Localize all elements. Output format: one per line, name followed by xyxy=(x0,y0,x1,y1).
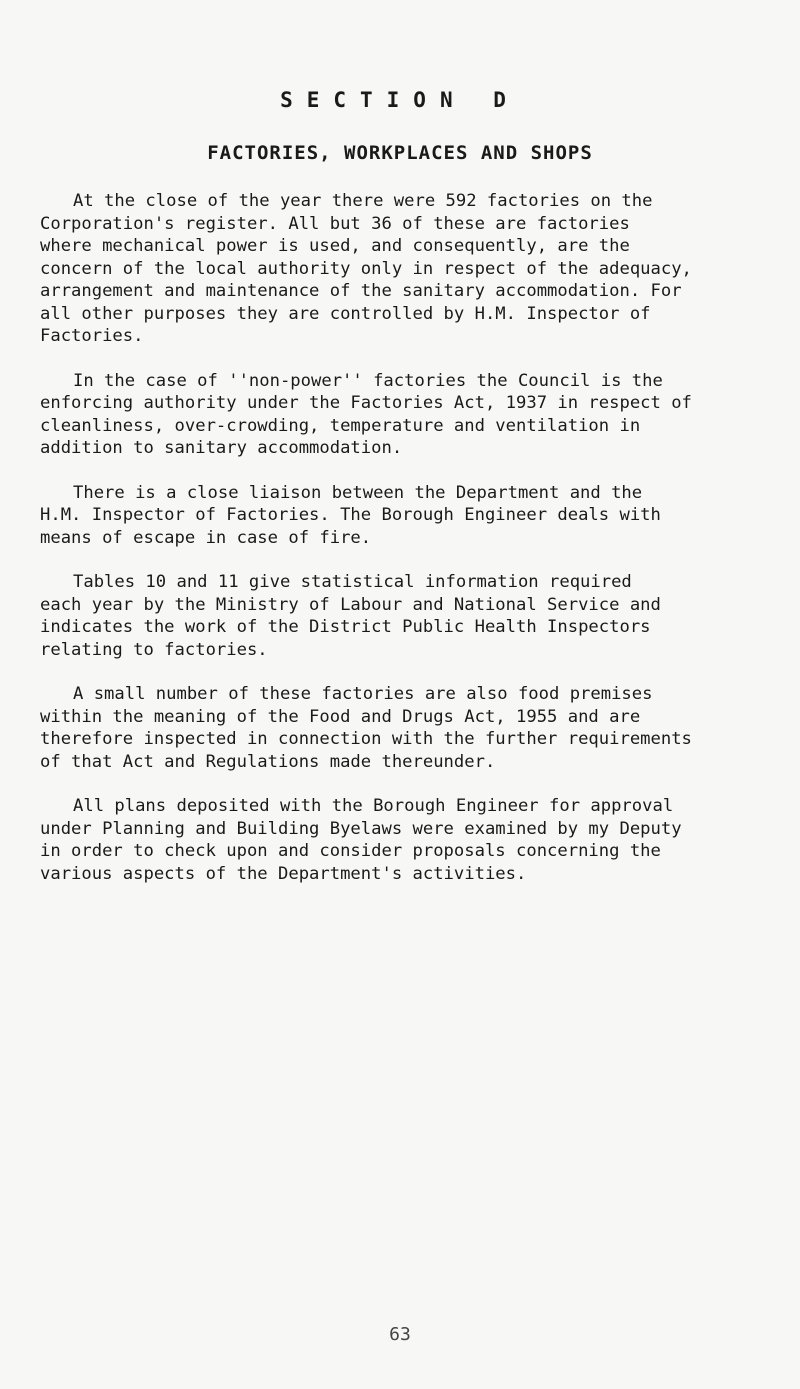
paragraph-factory-count: At the close of the year there were 592 factories on the Corporation's register. All but 36 of these are factories where mechanical power is used, and consequently, are the concern of the local authority only in respect of the adequacy, arrangement and maintenance of the sanitary accommodation. For all other purposes they are controlled by H.M. Inspector of Factories. xyxy=(40,191,692,346)
paragraph-plans-deposited: All plans deposited with the Borough Engineer for approval under Planning and Building Byelaws were examined by my Deputy in order to check upon and consider proposals concerning the various aspects of the Department's activities. xyxy=(40,796,682,884)
section-heading: SECTION D xyxy=(280,88,520,112)
paragraph-statistical-tables: Tables 10 and 11 give statistical information required each year by the Ministry of Labour and National Service and indicates the work of the District Public Health Inspectors relating to factories. xyxy=(40,572,661,660)
page-title: FACTORIES, WORKPLACES AND SHOPS xyxy=(207,142,593,164)
page-number: 63 xyxy=(389,1324,411,1345)
paragraph-food-premises: A small number of these factories are also food premises within the meaning of the Food and Drugs Act, 1955 and are therefore inspected in connection with the further requirements of that Act and Regulations made thereunder. xyxy=(40,684,692,772)
paragraph-non-power-factories: In the case of ''non-power'' factories the Council is the enforcing authority under the Factories Act, 1937 in respect of cleanliness, over-crowding, temperature and ventilation in addition to sanitary accommodation. xyxy=(40,370,692,458)
body-text xyxy=(40,190,770,907)
paragraph-liaison: There is a close liaison between the Department and the H.M. Inspector of Factories. The Borough Engineer deals with means of escape in case of fire. xyxy=(40,482,661,548)
